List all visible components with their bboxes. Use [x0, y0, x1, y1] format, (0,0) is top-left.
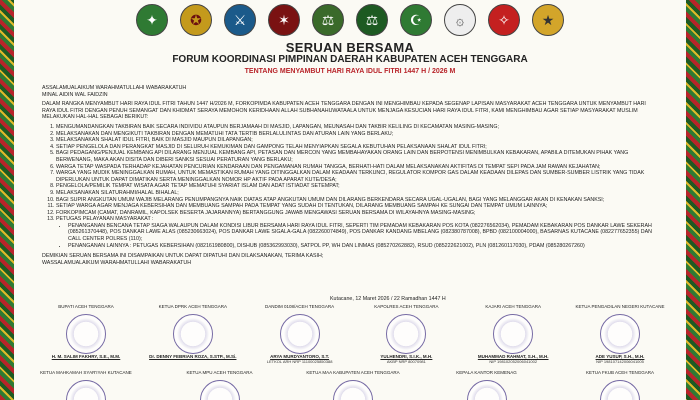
document-subtitle: FORUM KOORDINASI PIMPINAN DAERAH KABUPATEN ACEH TENGGARA: [172, 54, 528, 65]
list-item: 3. MELAKSANAKAN SHALAT IDUL FITRI, BAIK DI MASJID MAUPUN DILAPANGAN;: [56, 137, 660, 144]
signature-block: [358, 304, 454, 364]
official-stamp: [66, 380, 106, 400]
signature-block: [439, 370, 535, 400]
signatory-role: KEPALA KANTOR KEMENAG: [456, 370, 517, 375]
signatory-role: DANDIM 0108/ACEH TENGGARA: [265, 304, 335, 309]
official-stamp: [66, 314, 106, 354]
official-stamp: [386, 314, 426, 354]
signature-block: [145, 304, 241, 364]
list-item: 10. BAGI SUPIR ANGKUTAN UMUM WAJIB MELARANG PENUMPANGNYA NAIK DIATAS ATAP ANGKUTAN UMUM DAN DILARANG BERKENDARA SECARA UGAL-UGALAN, BAGI YANG MELANGGAR AKAN DI KENAKAN SANKSI;: [56, 197, 660, 204]
signature-row-2: [38, 370, 668, 400]
signatory-name: H. M. SALIM FAKHRY, S.E., M.M.: [51, 354, 121, 359]
sub-list-item: • PENANGANAN LAINNYA : PETUGAS KEBERSIHAN (082161980800), DISHUB (085362993030), SATPOL PP, WH DAN LINMAS (085270262882), RSUD (085222621002), PLN (081260117030), PDAM (085280267260): [68, 243, 660, 250]
document-topic: TENTANG MENYAMBUT HARI RAYA IDUL FITRI 1447 H / 2026 M: [244, 68, 456, 75]
list-item: 1. MENGUMANDANGKAN TAKBIRAN BAIK SECARA INDIVIDU ATAUPUN BERJAMAAH DI MASJID, LAPANGAN, MEUNASAH DAN TAKBIR KELILING DI KECAMATAN MASING-MASING;: [56, 124, 660, 131]
signatory-role: KETUA PENGADILAN NEGERI KUTACANE: [575, 304, 665, 309]
signature-block: [172, 370, 268, 400]
signatory-id: AKBP NRP 80070981: [386, 359, 426, 364]
list-item: 12. FORKOPIMCAM (CAMAT, DANRAMIL, KAPOLSEK BESERTA JAJARANNYA) BERTANGGUNG JAWAB MENGAWASI SERUAN BERSAMA DI WILAYAHNYA MASING-MASING;: [56, 210, 660, 217]
list-item: [56, 216, 660, 249]
appeal-list: [42, 124, 660, 249]
signatory-name: MUHAMMAD RAHMAT, S.H., M.H.: [477, 354, 549, 359]
official-stamp: [173, 314, 213, 354]
greeting-2: MINAL AIDIN WAL FAIDZIN: [42, 91, 108, 98]
ministry-emblem-icon: ✧: [488, 4, 520, 36]
signatory-name: ADE YUSUP, S.H., M.H.: [595, 354, 645, 359]
list-item-label: PETUGAS PELAYANAN MASYARAKAT :: [56, 216, 154, 223]
document-body: [42, 85, 660, 269]
signature-block: [572, 370, 668, 400]
religious-court-emblem-icon: ☪: [400, 4, 432, 36]
signatory-role: KETUA MPU ACEH TENGGARA: [186, 370, 253, 375]
list-item: 11. SETIAP WARGA AGAR MENJAGA KEBERSIHAN DAN MEMBUANG SAMPAH PADA TEMPAT YANG SUDAH DI TENTUKAN, DILARANG MEMBUANG SAMPAH KE SUNGAI DAN TEMPAT UMUM LAINNYA;: [56, 203, 660, 210]
signature-block: [38, 304, 134, 364]
signature-block: [252, 304, 348, 364]
list-item: 8. PENGELOLA/PEMILIK TEMPAT WISATA AGAR TETAP MEMATUHI SYARIAT ISLAM DAN ADAT ISTIADAT SETEMPAT;: [56, 183, 660, 190]
signatory-id: LETKOL ARH NRP 11100025850388: [266, 359, 333, 364]
signatory-name: Dr. DENNY FEBRIAN ROZA, S.STP., M.Si.: [149, 354, 237, 359]
list-item: 5. BAGI PEDAGANG/PENJUAL KEMBANG API DILARANG MENJUAL KEMBANG API, PETASAN DAN MERCON YANG MEMBAHAYAKAN ORANG LAIN DAN BERPOTENSI MENIMBULKAN KEBAKARAN, APABILA DITEMUKAN PIHAK YANG BERWENANG, MAKA AKAN DISITA DAN DIBERI SANKSI SESUAI PERATURAN YANG BERLAKU;: [56, 150, 660, 163]
signature-row-1: [38, 304, 668, 364]
prosecutor-emblem-icon: ⚖: [312, 4, 344, 36]
signature-block: [465, 304, 561, 364]
signatory-role: KAJARI ACEH TENGGARA: [485, 304, 542, 309]
court-emblem-icon: ⚖: [356, 4, 388, 36]
list-item: 6. WARGA TETAP WASPADA TERHADAP KEJAHATAN PENCURIAN KENDARAAN DAN PENGAMANAN RUMAH TANGGA, BERHATI-HATI DALAM MELAKSANAKAN AKTIFITAS DI TEMPAT SEPI PADA JAM RAWAN KEJAHATAN;: [56, 164, 660, 171]
signature-block: [38, 370, 134, 400]
official-stamp: [333, 380, 373, 400]
signatory-role: KETUA MAA KABUPATEN ACEH TENGGARA: [306, 370, 400, 375]
sub-list-item: • PENANGANAN BENCANA TETAP SIAGA WALAUPUN DALAM KONDISI LIBUR BERSAMA HARI RAYA IDUL FITRI, SEPERTI TIM PEMADAM KEBAKARAN POS KOTA (082276562034), PEMADAM KEBAKARAN POS DANKAR LAWE SEKERAH (085261370448), POS DANKAR LAWE ALAS (085230663024), POS DANKAR LAWE SIGALA-GALA (082260074849), POS DANKAR KANDANG MBELANG (082380787008), BPBD (082100004000), BASARNAS KUTACANE (082277652355) DAN CALL CENTER POLRES (110);: [68, 223, 660, 243]
list-item: 2. MELAKSANAKAN DAN MENGIKUTI TAKBIRAN DENGAN MEMATUHI TATA TERTIB BERLALULINTAS DAN ATURAN LAIN YANG BERLAKU;: [56, 131, 660, 138]
list-item: 9. MELAKSANAKAN SILATURAHMI/HALAL BIHALAL;: [56, 190, 660, 197]
signature-block: [305, 370, 401, 400]
signatory-role: KETUA FKUB ACEH TENGGARA: [586, 370, 654, 375]
service-sublist: [56, 223, 660, 249]
official-stamp: [200, 380, 240, 400]
signature-block: [572, 304, 668, 364]
military-emblem-icon: ⚔: [224, 4, 256, 36]
list-item: 7. WARGA YANG MUDIK MENINGGALKAN RUMAH, UNTUK MEMASTIKAN RUMAH YANG DITINGGALKAN DALAM KEADAAN TERKUNCI, REGULATOR KOMPOR GAS DALAM KEADAAN DILEPAS DAN SUMBER-SUMBER LISTRIK YANG TIDAK DIPERLUKAN UNTUK DAPAT DIMATIKAN SERTA MENINGGALKAN NOMOR HP AKTIF PADA APARAT KUTE/DESA;: [56, 170, 660, 183]
aceh-tenggara-emblem-icon: ✦: [136, 4, 168, 36]
signatory-role: KETUA DPRK ACEH TENGGARA: [158, 304, 228, 309]
list-item: 4. SETIAP PENGELOLA DAN PERANGKAT MASJID DI SELURUH KEMUKIMAN DAN GAMPONG TELAH MENYIAPKAN SEGALA KEBUTUHAN PELAKSANAAN SHALAT IDUL FITRI;: [56, 144, 660, 151]
intro-paragraph: DALAM RANGKA MENYAMBUT HARI RAYA IDUL FITRI TAHUN 1447 H/2026 M, FORKOPIMDA KABUPATEN ACEH TENGGARA DENGAN INI MENGHIMBAU KEPADA SEGENAP LAPISAN MASYARAKAT ACEH TENGGARA UNTUK MENYAMBUT HARI RAYA IDUL FITRI DENGAN PENUH SEMANGAT DAN KHIDMAT SERAYA MEMOHON KERIDHAAN ALLAH SUBHANAHUWATAALA UNTUK MENJAGA KESUCIAN HARI RAYA IDUL FITRI, KAMI MENGHIMBAU AGAR SETIAP MASYARAKAT MUSLIM MELAKUKAN HAL-HAL SEBAGAI BERIKUT:: [42, 101, 646, 121]
signatory-name: YULHENDRI, S.I.K., M.H.: [380, 354, 433, 359]
document-title: SERUAN BERSAMA: [285, 40, 415, 55]
closing-paragraph: DEMIKIAN SERUAN BERSAMA INI DISAMPAIKAN UNTUK DAPAT DIPATUHI DAN DILAKSANAKAN, TERIMA KASIH;: [42, 253, 324, 260]
document-sheet: [14, 0, 686, 400]
star-emblem-icon: ★: [532, 4, 564, 36]
police-emblem-icon: ✶: [268, 4, 300, 36]
arabic-calligraphy-icon: ۞: [444, 4, 476, 36]
signing-date: Kutacane, 12 Maret 2026 / 22 Ramadhan 1447 H: [330, 296, 446, 302]
signatory-role: BUPATI ACEH TENGGARA: [58, 304, 114, 309]
signatory-role: KAPOLRES ACEH TENGGARA: [374, 304, 439, 309]
signatory-id: NIP 198107142006041005: [596, 359, 644, 364]
official-stamp: [467, 380, 507, 400]
garuda-icon: ✪: [180, 4, 212, 36]
signatory-id: NIP 198102052006041002: [489, 359, 538, 364]
logo-row: [14, 4, 686, 40]
official-stamp: [600, 380, 640, 400]
official-stamp: [280, 314, 320, 354]
signatory-name: ARYA MURDYANTORO, S.T.: [270, 354, 330, 359]
closing-greeting: WASSALAMUALAIKUM WARAHMATULLAHI WABARAKATUH: [42, 259, 192, 266]
official-stamp: [493, 314, 533, 354]
signatory-role: KETUA MAHKAMAH SYAR'IYAH KUTACANE: [40, 370, 132, 375]
official-stamp: [600, 314, 640, 354]
greeting: ASSALAMUALAIKUM WARAHMATULLAHI WABARAKATUH: [42, 85, 187, 91]
